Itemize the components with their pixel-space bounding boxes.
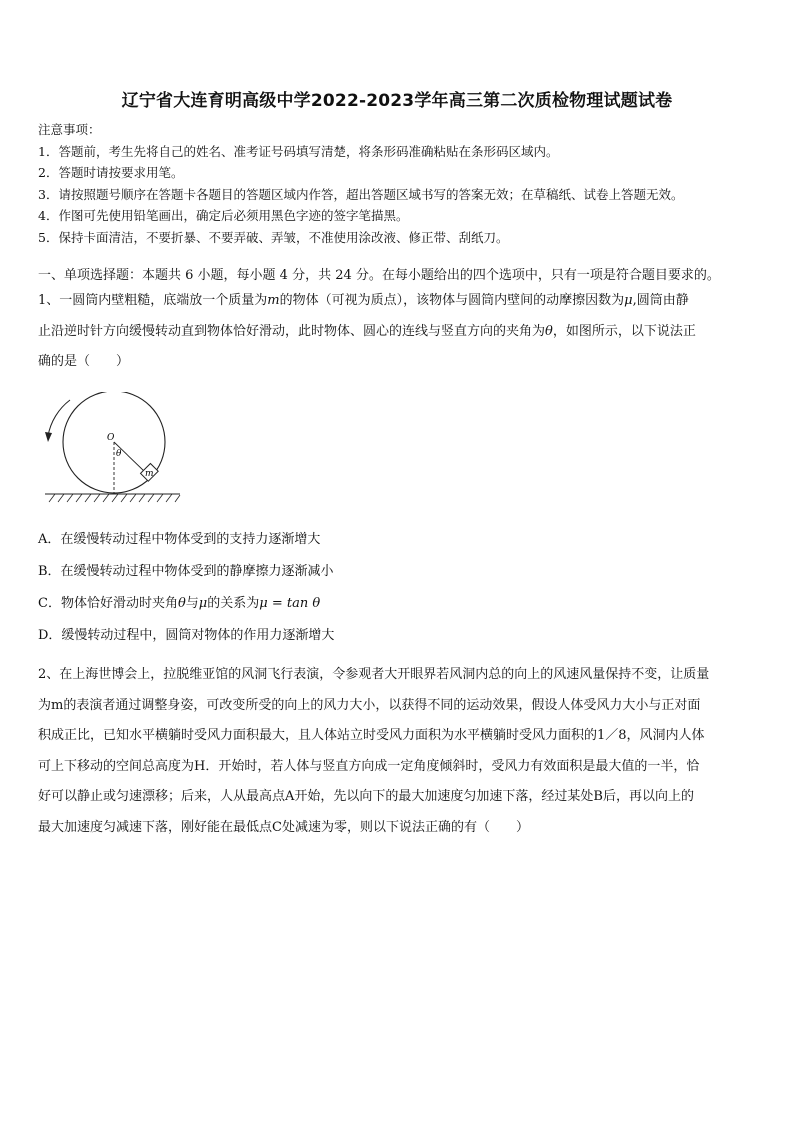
option-c-text: C．物体恰好滑动时夹角	[38, 596, 178, 611]
question-2-line: 好可以静止或匀速漂移；后来，人从最高点A开始，先以向下的最大加速度匀加速下落，经过某处B后，再以向上的	[38, 789, 694, 804]
angle-label: θ	[116, 449, 122, 459]
question-1-line-2	[38, 317, 763, 348]
question-2-line: 2、在上海世博会上，拉脱维亚馆的风洞飞行表演，令参观者大开眼界若风洞内总的向上的风速风量保持不变，让质量	[38, 667, 710, 682]
notice-item: 2．答题时请按要求用笔。	[38, 165, 184, 180]
question-2-line: 积成正比，已知水平横躺时受风力面积最大，且人体站立时受风力面积为水平横躺时受风力面积的1／8，风洞内人体	[38, 728, 705, 743]
cylinder-diagram	[40, 392, 185, 512]
q1-mass-symbol: m	[267, 293, 280, 308]
page-title: 辽宁省大连育明高级中学2022-2023学年高三第二次质检物理试题试卷	[121, 91, 673, 111]
question-2-line: 可上下移动的空间总高度为H．开始时，若人体与竖直方向成一定角度倾斜时，受风力有效面积是最大值的一半，恰	[38, 758, 700, 774]
q1-text: 的物体（可视为质点），该物体与圆筒内壁间的动摩擦因数为	[279, 293, 625, 308]
notice-item: 3．请按照题号顺序在答题卡各题目的答题区域内作答，超出答题区域书写的答案无效；在草稿纸、试卷上答题无效。	[38, 186, 684, 202]
option-c-equation: μ = tan θ	[259, 596, 321, 611]
option-c-theta: θ	[177, 596, 186, 611]
option-b[interactable]: B．在缓慢转动过程中物体受到的静摩擦力逐渐减小	[38, 564, 334, 579]
rotation-arrow-head	[45, 432, 52, 442]
q1-text: ，如图所示，以下说法正	[552, 323, 696, 339]
question-2-line: 为m的表演者通过调整身姿，可改变所受的向上的风力大小，以获得不同的运动效果，假设人体受风力大小与正对面	[38, 697, 701, 713]
question-2-line: 最大加速度匀减速下落，刚好能在最低点C处减速为零，则以下说法正确的有（ ）	[38, 819, 529, 835]
cylinder-figure	[40, 392, 185, 512]
notice-block	[38, 119, 768, 248]
option-c-mu: μ	[198, 596, 208, 611]
option-c[interactable]	[38, 588, 763, 620]
mass-label: m	[145, 469, 154, 479]
question-1	[38, 286, 763, 378]
option-c-text: 的关系为	[207, 596, 260, 611]
option-a[interactable]: A．在缓慢转动过程中物体受到的支持力逐渐增大	[38, 532, 321, 547]
question-2	[38, 660, 763, 843]
question-1-line-3: 确的是（ ）	[38, 354, 130, 369]
rotation-arrow	[48, 400, 70, 436]
option-d[interactable]: D．缓慢转动过程中，圆筒对物体的作用力逐渐增大	[38, 628, 335, 643]
q1-text: 止沿逆时针方向缓慢转动直到物体恰好滑动，此时物体、圆心的连线与竖直方向的夹角为	[38, 323, 546, 339]
notice-item: 5．保持卡面清洁，不要折暴、不要弄破、弄皱，不准使用涂改液、修正带、刮纸刀。	[38, 229, 509, 245]
ground-hatching	[49, 494, 180, 502]
option-c-text: 与	[185, 596, 199, 611]
notice-item: 1．答题前，考生先将自己的姓名、准考证号码填写清楚，将条形码准确粘贴在条形码区域内。	[38, 143, 559, 159]
section-heading-text: 一、单项选择题：本题共 6 小题，每小题 4 分，共 24 分。在每小题给出的四个选项中，只有一项是符合题目要求的。	[38, 268, 720, 283]
center-label: O	[107, 433, 115, 443]
notice-item: 4．作图可先使用铅笔画出，确定后必须用黑色字迹的签字笔描黑。	[38, 208, 409, 223]
q1-theta-symbol: θ	[545, 323, 553, 339]
question-1-options	[38, 524, 763, 652]
q1-text: 1、一圆筒内壁粗糙，底端放一个质量为	[38, 293, 268, 308]
question-1-line-1	[38, 286, 763, 317]
q1-text: ,圆筒由静	[632, 293, 689, 308]
q1-mu-symbol: μ	[624, 293, 633, 308]
notice-heading: 注意事项：	[38, 122, 101, 137]
